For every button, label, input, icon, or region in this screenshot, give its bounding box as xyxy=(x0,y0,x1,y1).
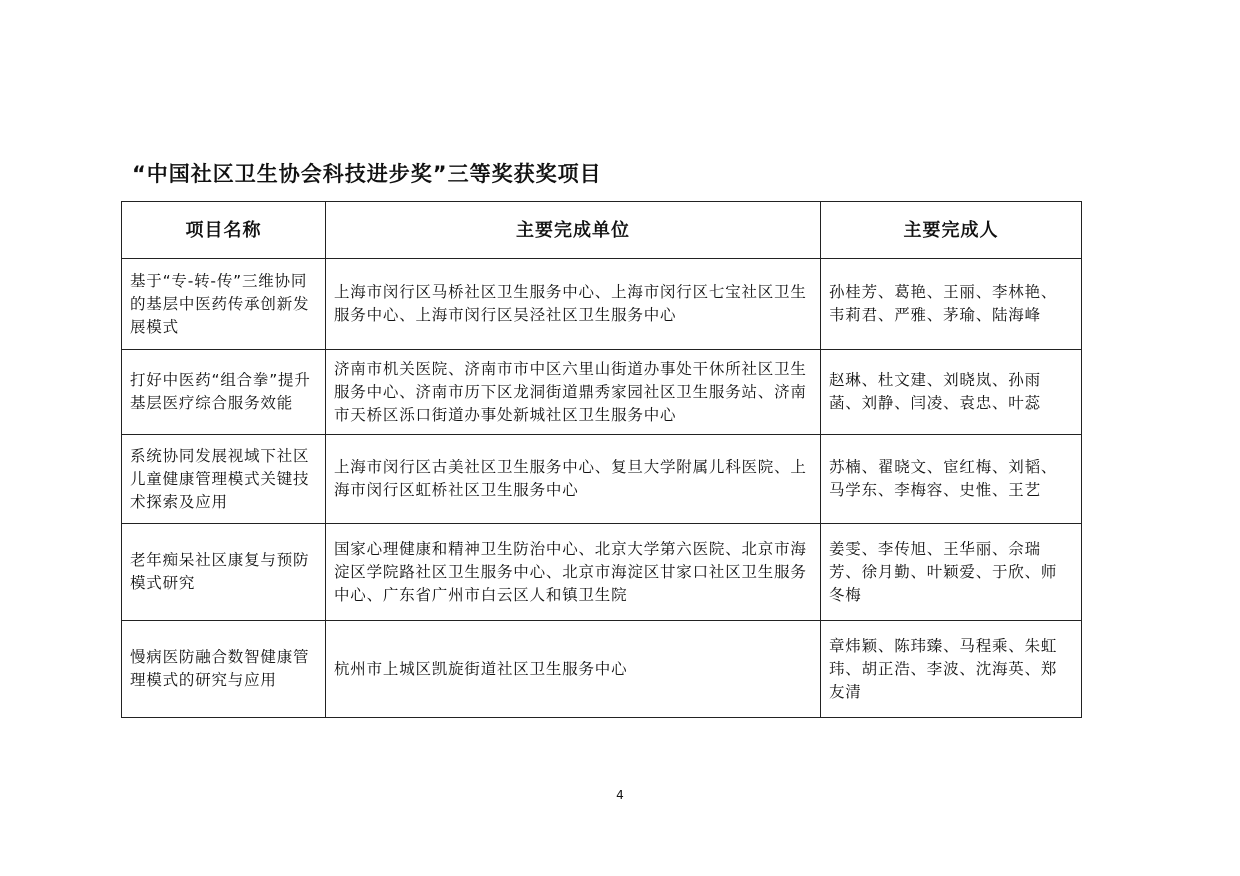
table-row xyxy=(122,259,1082,350)
table-row xyxy=(122,621,1082,718)
units-cell: 济南市机关医院、济南市市中区六里山街道办事处干休所社区卫生服务中心、济南市历下区龙洞街道鼎秀家园社区卫生服务站、济南市天桥区泺口街道办事处新城社区卫生服务中心 xyxy=(326,350,821,435)
people-cell: 孙桂芳、葛艳、王丽、李林艳、韦莉君、严雅、茅瑜、陆海峰 xyxy=(821,259,1082,350)
project-name-cell: 慢病医防融合数智健康管理模式的研究与应用 xyxy=(122,621,326,718)
project-name-cell: 系统协同发展视域下社区儿童健康管理模式关键技术探索及应用 xyxy=(122,435,326,524)
people-cell: 赵琳、杜文建、刘晓岚、孙雨菡、刘静、闫凌、袁忠、叶蕊 xyxy=(821,350,1082,435)
units-cell: 上海市闵行区马桥社区卫生服务中心、上海市闵行区七宝社区卫生服务中心、上海市闵行区吴泾社区卫生服务中心 xyxy=(326,259,821,350)
units-cell: 上海市闵行区古美社区卫生服务中心、复旦大学附属儿科医院、上海市闵行区虹桥社区卫生服务中心 xyxy=(326,435,821,524)
table-row xyxy=(122,435,1082,524)
people-cell: 姜雯、李传旭、王华丽、佘瑞芳、徐月勤、叶颖爱、于欣、师冬梅 xyxy=(821,524,1082,621)
header-main-units: 主要完成单位 xyxy=(326,202,821,259)
people-cell: 章炜颖、陈玮臻、马程乘、朱虹玮、胡正浩、李波、沈海英、郑友清 xyxy=(821,621,1082,718)
table-header-row xyxy=(122,202,1082,259)
project-name-cell: 基于“专-转-传”三维协同的基层中医药传承创新发展模式 xyxy=(122,259,326,350)
table-row xyxy=(122,350,1082,435)
awards-table xyxy=(121,201,1082,718)
page-number: 4 xyxy=(616,788,624,802)
units-cell: 杭州市上城区凯旋街道社区卫生服务中心 xyxy=(326,621,821,718)
people-cell: 苏楠、翟晓文、宦红梅、刘韬、马学东、李梅容、史惟、王艺 xyxy=(821,435,1082,524)
project-name-cell: 打好中医药“组合拳”提升基层医疗综合服务效能 xyxy=(122,350,326,435)
project-name-cell: 老年痴呆社区康复与预防模式研究 xyxy=(122,524,326,621)
header-main-people: 主要完成人 xyxy=(821,202,1082,259)
header-project-name: 项目名称 xyxy=(122,202,326,259)
document-title: “中国社区卫生协会科技进步奖”三等奖获奖项目 xyxy=(132,162,602,186)
table-row xyxy=(122,524,1082,621)
units-cell: 国家心理健康和精神卫生防治中心、北京大学第六医院、北京市海淀区学院路社区卫生服务中心、北京市海淀区甘家口社区卫生服务中心、广东省广州市白云区人和镇卫生院 xyxy=(326,524,821,621)
